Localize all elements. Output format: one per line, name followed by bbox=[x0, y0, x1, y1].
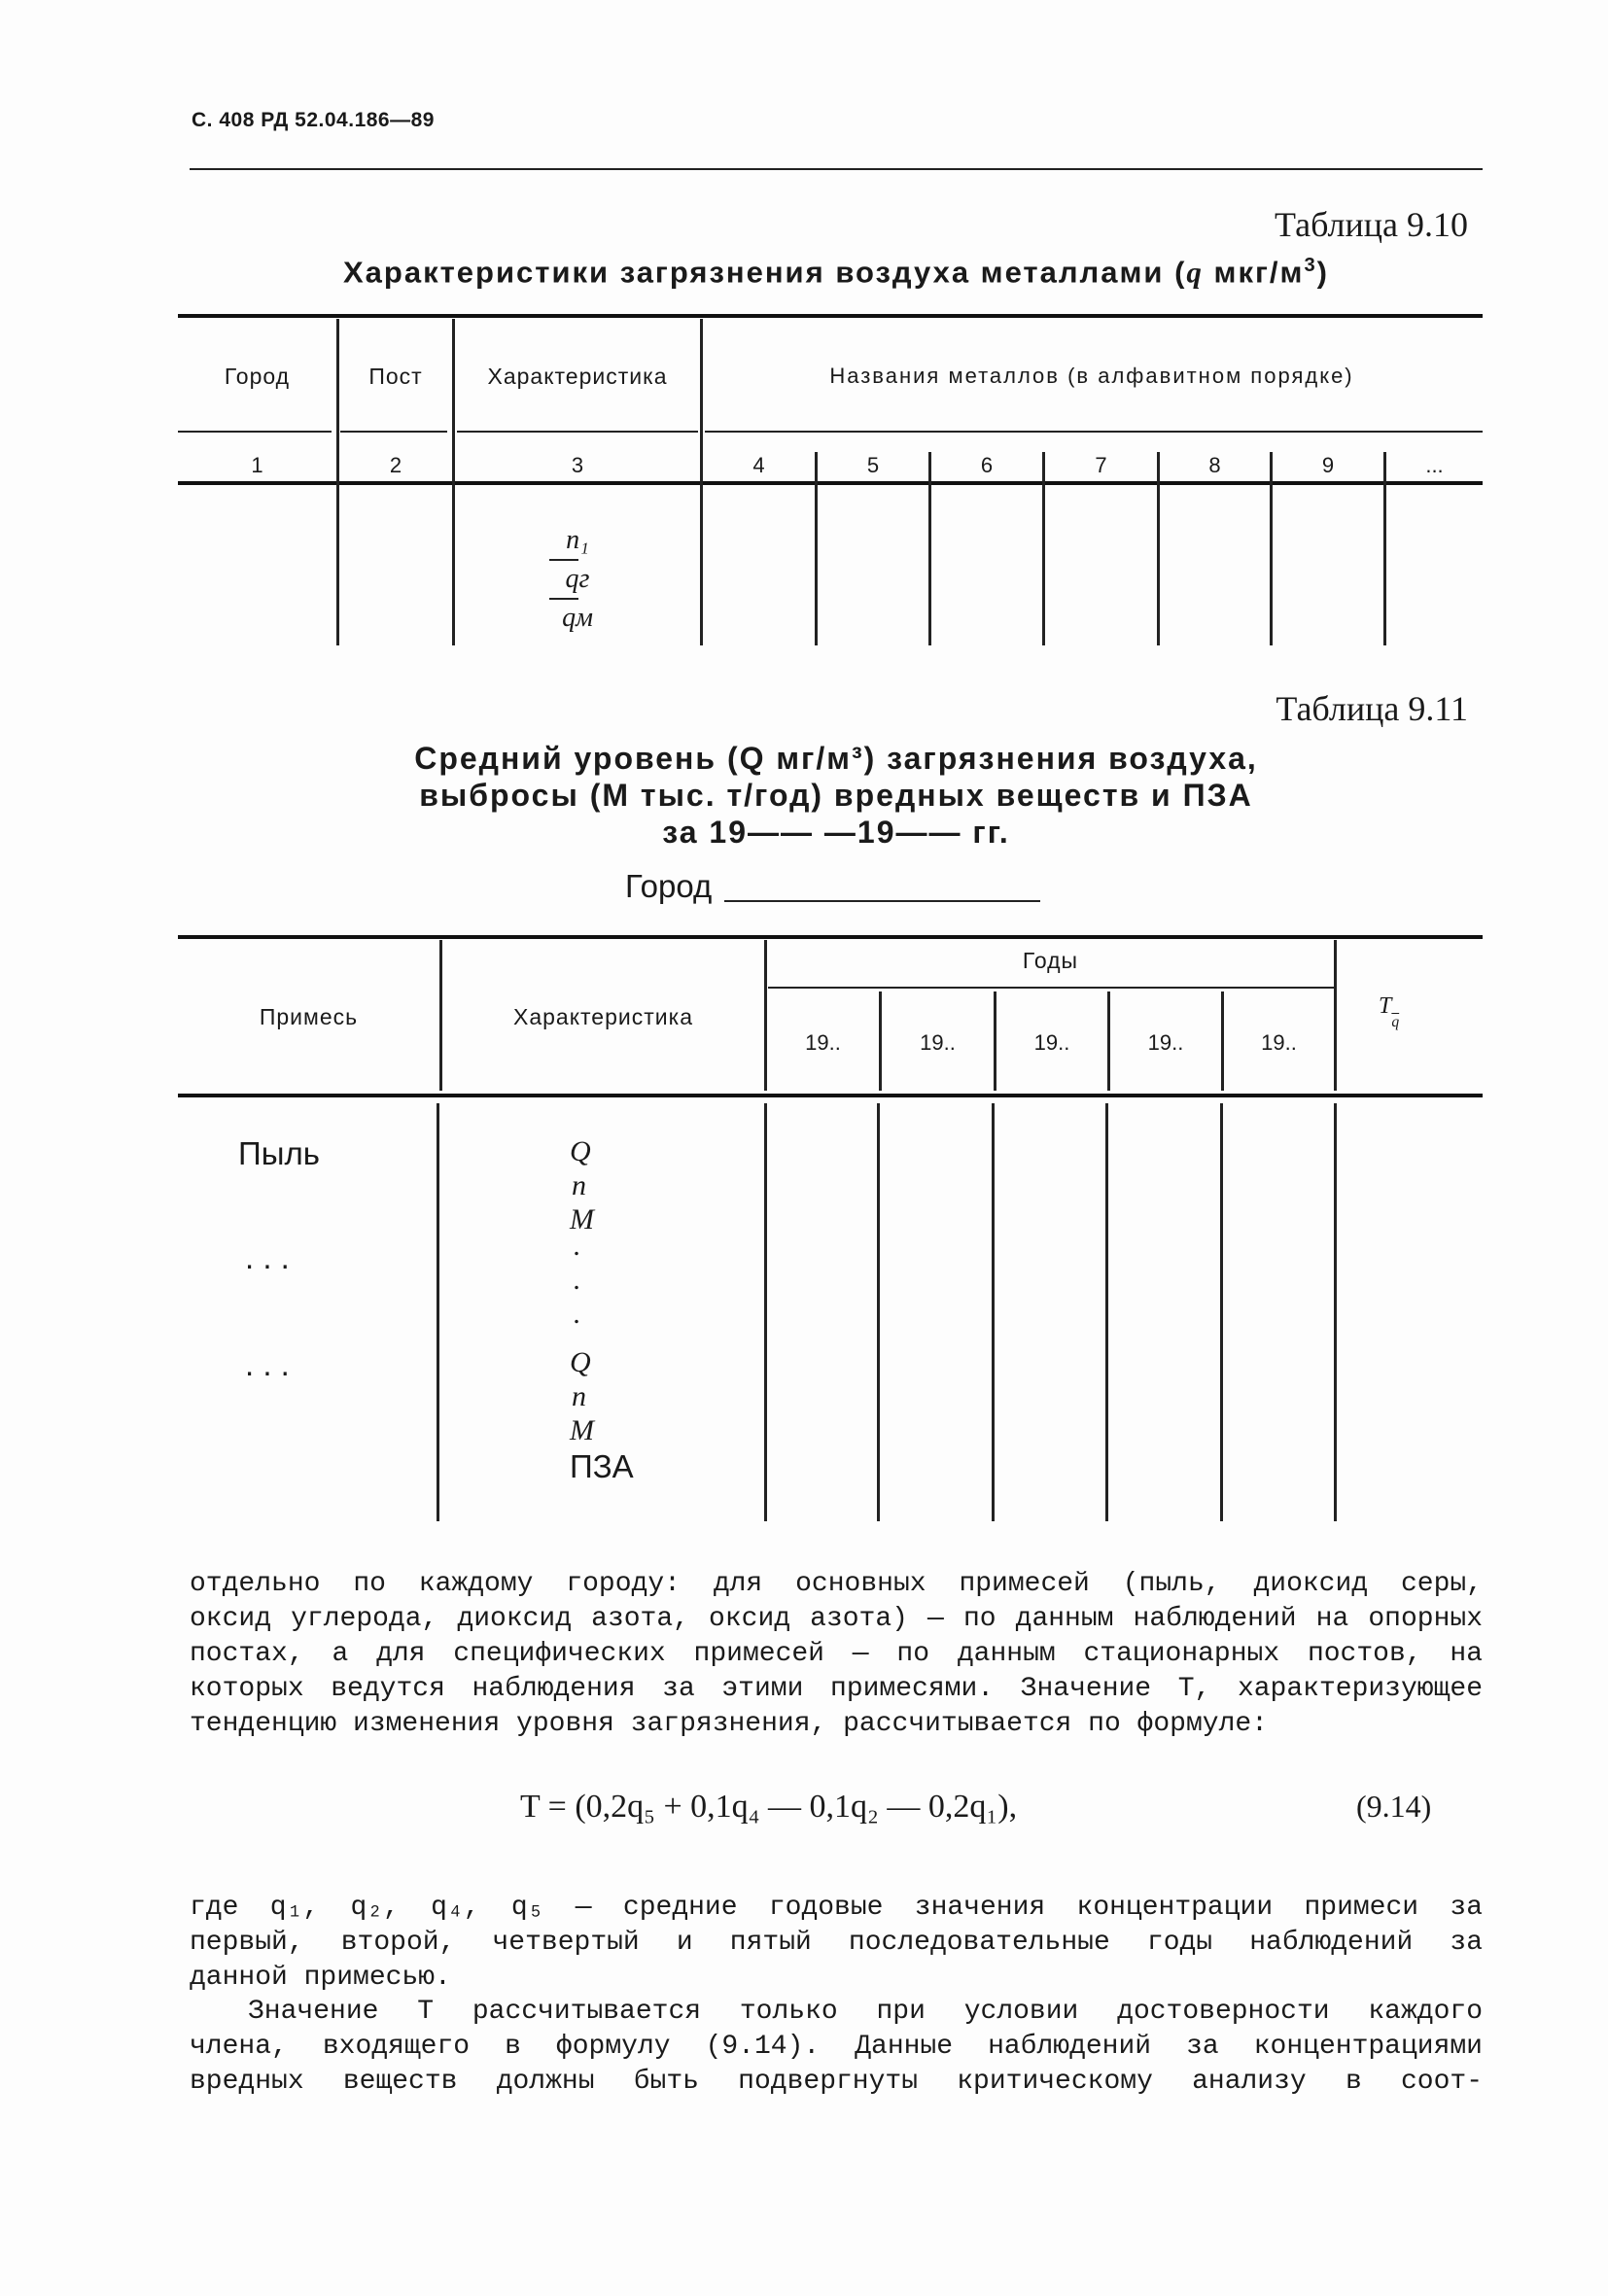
paragraph-1: отдельно по каждому городу: для основных примесей (пыль, диоксид серы, оксид углерода, диоксид азота, оксид азота) — по данным наблюдений на опорных постах, а для специфических примесей — по данным стационарных постов, на которых ведутся наблюдения за этими примесями. Значение T, характеризующее тенденцию изменения уровня загрязнения, рассчитывается по формуле: bbox=[190, 1569, 1483, 1739]
characteristic-qm: qм bbox=[562, 603, 593, 633]
col-header-years: Годы bbox=[1022, 948, 1079, 973]
char-M: M bbox=[570, 1203, 594, 1235]
year-cell: 19.. bbox=[1261, 1030, 1297, 1055]
col-number: ... bbox=[1425, 453, 1444, 477]
city-blank-line bbox=[724, 900, 1040, 902]
char-M: M bbox=[570, 1414, 594, 1446]
col-number: 9 bbox=[1321, 453, 1335, 477]
table-9-11-header-rule bbox=[178, 1094, 1483, 1097]
impurity-dust: Пыль bbox=[238, 1135, 320, 1171]
col-number: 2 bbox=[389, 453, 402, 477]
col-number: 1 bbox=[251, 453, 263, 477]
col-header-metals: Названия металлов (в алфавитном порядке) bbox=[829, 364, 1354, 388]
table-9-11-number: Таблица 9.11 bbox=[1276, 689, 1468, 728]
col-header-city: Город bbox=[224, 364, 291, 389]
col-number: 6 bbox=[980, 453, 994, 477]
year-cell: 19.. bbox=[920, 1030, 956, 1055]
header-divider bbox=[190, 168, 1483, 170]
table-9-10-number: Таблица 9.10 bbox=[1275, 205, 1468, 244]
col-header-trend: $T_{\overline{q}}$ bbox=[1379, 993, 1400, 1030]
table-9-10-header-rule bbox=[178, 481, 1483, 485]
table-9-11-title-line: выбросы (М тыс. т/год) вредных веществ и ПЗА bbox=[419, 778, 1253, 813]
col-number: 5 bbox=[866, 453, 880, 477]
impurity-ellipsis: . . . bbox=[245, 1239, 290, 1275]
formula-number: (9.14) bbox=[1356, 1789, 1432, 1824]
table-9-10-top-rule bbox=[178, 314, 1483, 318]
char-n: n bbox=[572, 1169, 586, 1201]
col-header-post: Пост bbox=[368, 364, 423, 389]
characteristic-n1: n₁ bbox=[566, 525, 589, 555]
col-number: 7 bbox=[1095, 453, 1107, 477]
char-Q: Q bbox=[570, 1346, 591, 1378]
table-9-11-title-line: Средний уровень (Q мг/м³) загрязнения воздуха, bbox=[414, 741, 1258, 776]
char-Q: Q bbox=[570, 1135, 591, 1167]
col-header-characteristic: Характеристика bbox=[513, 1004, 693, 1029]
col-number: 3 bbox=[571, 453, 584, 477]
year-cell: 19.. bbox=[1147, 1030, 1184, 1055]
char-dot: . bbox=[574, 1264, 581, 1296]
table-9-11-title-line: за 19—— —19—— гг. bbox=[662, 815, 1010, 850]
paragraph-3: Значение T рассчитывается только при условии достоверности каждого члена, входящего в формулу (9.14). Данные наблюдений за концентрациями вредных веществ должны быть подвергнуты критическому анализу в соот- bbox=[190, 1997, 1483, 2097]
col-number: 8 bbox=[1208, 453, 1221, 477]
col-header-impurity: Примесь bbox=[259, 1004, 359, 1029]
col-header-characteristic: Характеристика bbox=[487, 364, 668, 389]
page-header: С. 408 РД 52.04.186—89 bbox=[192, 109, 435, 131]
year-cell: 19.. bbox=[805, 1030, 841, 1055]
characteristic-qg: qг bbox=[565, 564, 590, 594]
char-n: n bbox=[572, 1380, 586, 1412]
table-9-11-top-rule bbox=[178, 935, 1483, 939]
table-9-10-title: Характеристики загрязнения воздуха металлами (q мкг/$м^3$) bbox=[343, 255, 1329, 290]
city-label: Город bbox=[625, 868, 713, 904]
char-pza: ПЗА bbox=[570, 1448, 634, 1484]
year-cell: 19.. bbox=[1033, 1030, 1070, 1055]
char-dot: . bbox=[574, 1230, 581, 1262]
formula-9-14: T = (0,2q₅ + 0,1q₄ — 0,1q₂ — 0,2q₁), bbox=[520, 1789, 1018, 1825]
paragraph-2: где q₁, q₂, q₄, q₅ — средние годовые значения концентрации примеси за первый, второй, четвертый и пятый последовательные годы наблюдений за данной примесью. bbox=[190, 1893, 1483, 1993]
char-dot: . bbox=[574, 1298, 581, 1330]
impurity-ellipsis: . . . bbox=[245, 1346, 290, 1382]
col-number: 4 bbox=[752, 453, 765, 477]
